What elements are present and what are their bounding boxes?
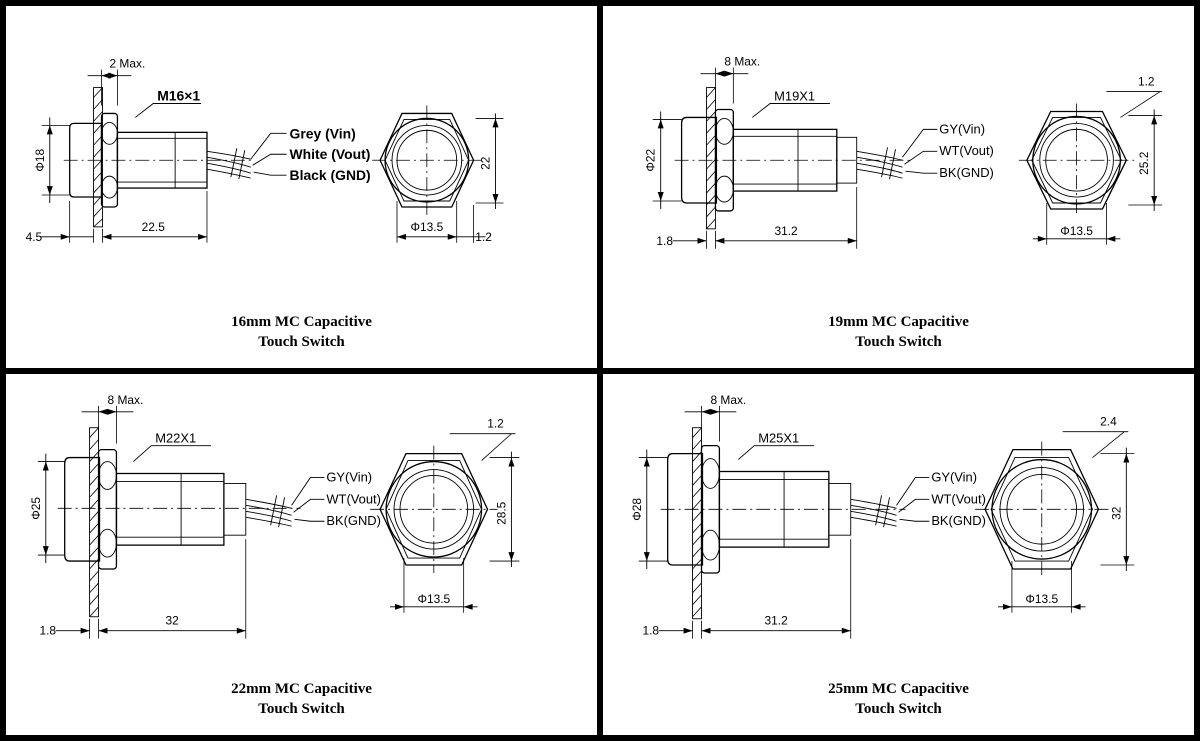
panel-plate-19 [706,88,715,229]
thread-callout-19 [752,89,830,118]
dim-label-4-5: 4.5 [25,229,43,244]
switch-head-22 [65,449,117,568]
dim-label-phi18: Φ18 [32,148,47,172]
caption-line-1: 16mm MC Capacitive [231,313,372,330]
dim-bottom-19 [656,187,856,249]
dim-front-thickness-16 [88,57,146,106]
panel-caption-25 [603,679,1194,719]
dim-label-32: 32 [165,613,179,628]
dim-label-phi13-5-25: Φ13.5 [1025,591,1059,606]
dim-label-2max: 2 Max. [109,56,146,71]
front-view-16 [372,105,483,216]
caption-line-1: 22mm MC Capacitive [231,681,372,697]
panel-caption-22 [6,679,597,719]
dim-label-2-4: 2.4 [1100,414,1117,429]
dim-label-1-8-25: 1.8 [642,623,660,638]
dim-label-1-8-19: 1.8 [656,233,673,248]
front-view-25 [975,441,1108,576]
dim-label-31-2-19: 31.2 [774,223,798,238]
thread-label-25: M25X1 [758,430,800,446]
dim-across-flats-16 [476,113,504,209]
panel-25mm [600,371,1197,739]
wire-leaders-22 [292,477,325,521]
panel-19mm [600,3,1197,371]
wire-label-bk: BK(GND) [326,512,381,528]
dim-label-phi13-5-19: Φ13.5 [1060,223,1093,238]
dim-label-22-5: 22.5 [141,219,165,234]
thread-callout-25 [738,430,814,459]
wire-label-bk: BK(GND) [939,165,994,181]
caption-line-2: Touch Switch [855,701,942,717]
dim-label-phi22: Φ22 [643,148,658,172]
panel-plate-25 [693,427,702,618]
dim-bottom-16 [26,191,207,244]
dim-label-8max-22: 8 Max. [107,392,144,407]
wire-label-wt: WT(Vout) [939,143,994,159]
dim-front-thickness-19 [701,55,761,104]
wire-leaders-25 [897,477,930,521]
dim-front-thickness-25 [685,392,747,441]
dim-across-flats-22 [490,451,520,566]
dim-label-31-2-25: 31.2 [764,613,788,628]
dim-bottom-25 [642,539,850,638]
dim-label-32: 32 [1109,506,1124,520]
dim-label-1-2-22: 1.2 [487,416,504,431]
dim-label-8max-25: 8 Max. [710,392,747,407]
dim-label-25-2: 25.2 [1137,151,1152,175]
wire-label-wt: WT(Vout) [326,490,381,506]
dim-label-1-2-19: 1.2 [1137,74,1155,89]
cable-25 [851,495,897,527]
cable-22 [246,495,292,527]
caption-line-2: Touch Switch [258,333,345,350]
front-view-19 [1019,104,1134,217]
front-view-22 [370,445,497,572]
wire-label-gy: GY(Vin) [326,468,373,484]
panel-22mm [3,371,600,739]
dim-label-22: 22 [478,156,493,170]
caption-line-2: Touch Switch [258,701,345,717]
cable-16 [207,148,251,179]
dim-label-phi13-5-22: Φ13.5 [417,591,451,606]
wire-leaders-19 [902,129,937,173]
thread-callout-16 [135,88,201,118]
thread-label-16: M16×1 [157,87,201,104]
wire-label-bk: BK(GND) [931,512,986,528]
dim-label-phi25: Φ25 [28,496,43,520]
dim-bottom-22 [39,539,245,638]
dim-top-right-25 [1063,414,1129,457]
wire-label-black: Black (GND) [289,167,371,184]
dim-label-8max-19: 8 Max. [724,54,761,69]
caption-line-2: Touch Switch [855,333,942,350]
caption-line-1: 25mm MC Capacitive [828,681,969,697]
panel-plate-22 [90,427,99,616]
wire-label-gy: GY(Vin) [931,468,978,484]
panel-caption-16 [6,312,597,352]
dim-label-1-2: 1.2 [475,229,492,244]
caption-line-1: 19mm MC Capacitive [828,313,969,330]
thread-callout-22 [133,430,211,461]
panel-16mm [3,3,600,371]
dim-label-28-5: 28.5 [494,501,509,525]
cable-19 [857,147,903,179]
switch-body-22 [116,473,245,545]
dim-label-1-8-22: 1.8 [39,623,57,638]
wire-label-grey: Grey (Vin) [289,125,356,142]
wire-leaders-16 [251,133,287,175]
thread-label-22: M22X1 [155,430,197,446]
panel-caption-19 [603,312,1194,352]
wire-label-gy: GY(Vin) [939,121,986,137]
wire-label-wt: WT(Vout) [931,490,986,506]
dim-label-phi28: Φ28 [629,497,644,521]
wire-label-white: White (Vout) [289,146,371,163]
dim-label-phi13-5: Φ13.5 [410,219,444,234]
thread-label-19: M19X1 [774,88,816,104]
